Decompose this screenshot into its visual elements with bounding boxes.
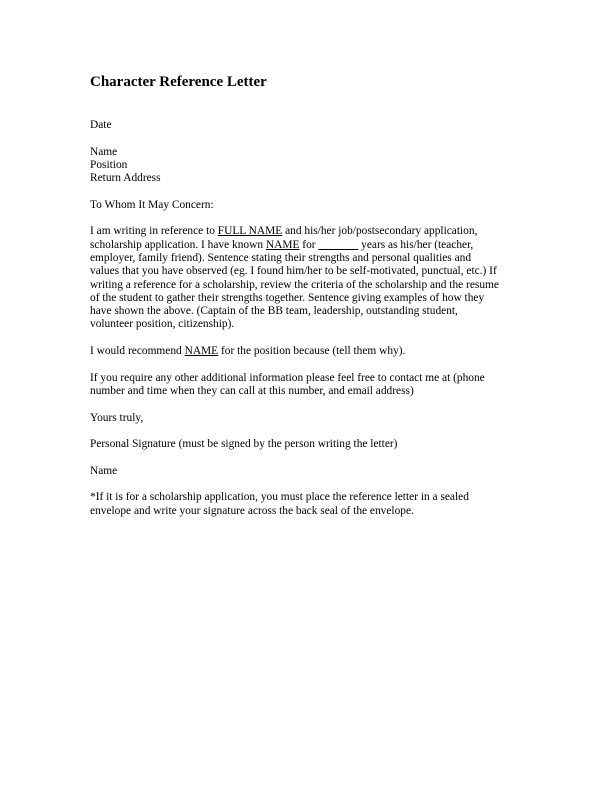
text-segment: I am writing in reference to [90, 225, 218, 238]
salutation [90, 199, 530, 212]
sender-position: Position [90, 158, 128, 171]
date-text: Date [90, 119, 112, 131]
text-segment: I would recommend [90, 345, 185, 358]
paragraph-1-line-4: values that you have observed (eg. I found him/her to be self-motivated, punctual, etc.) If [90, 265, 497, 278]
text-segment: scholarship application. I have known [90, 238, 266, 251]
note-line-1: *If it is for a scholarship application, you must place the reference letter in a sealed [90, 491, 469, 504]
closing-text: Yours truly, [90, 411, 144, 424]
scholarship-note [90, 491, 530, 518]
body-paragraph-2 [90, 345, 530, 358]
signer-name [90, 465, 530, 478]
letter-page [90, 73, 530, 531]
salutation-text: To Whom It May Concern: [90, 198, 214, 211]
signer-name-text: Name [90, 464, 118, 477]
full-name-placeholder: FULL NAME [217, 225, 283, 238]
paragraph-2-line-1 [90, 345, 530, 358]
sender-name: Name [90, 145, 118, 158]
paragraph-1-line-1 [90, 225, 530, 238]
paragraph-1-line-5: writing a reference for a scholarship, review the criteria of the scholarship and the resume [90, 278, 499, 291]
paragraph-3-line-1: If you require any other additional information please feel free to contact me at (phone [90, 371, 485, 384]
date-line [90, 119, 530, 132]
name-placeholder: NAME [184, 345, 219, 358]
paragraph-1-line-7: have shown the above. (Captain of the BB team, leadership, outstanding student, [90, 305, 458, 318]
paragraph-1-line-2 [90, 239, 530, 252]
signature-line [90, 438, 530, 451]
years-blank: _______ [318, 238, 359, 251]
paragraph-1-line-6: of the student to gather their strengths together. Sentence giving examples of how they [90, 291, 485, 304]
paragraph-3-line-2: number and time when they can call at this number, and email address) [90, 384, 414, 397]
name-placeholder: NAME [265, 238, 300, 251]
signature-text: Personal Signature (must be signed by the person writing the letter) [90, 438, 398, 451]
text-segment: and his/her job/postsecondary application, [282, 225, 478, 238]
sender-block [90, 146, 530, 186]
body-paragraph-3 [90, 372, 530, 399]
text-segment: for [299, 238, 319, 251]
sender-return-address: Return Address [90, 172, 161, 185]
text-segment: for the position because (tell them why). [218, 345, 406, 358]
paragraph-1-line-8: volunteer position, citizenship). [90, 318, 235, 331]
document-title: Character Reference Letter [90, 74, 267, 90]
body-paragraph-1 [90, 225, 530, 331]
paragraph-1-line-3: employer, family friend). Sentence stating their strengths and personal qualities and [90, 251, 472, 264]
closing [90, 412, 530, 425]
text-segment: years as his/her (teacher, [358, 238, 474, 251]
note-line-2: envelope and write your signature across the back seal of the envelope. [90, 504, 414, 517]
